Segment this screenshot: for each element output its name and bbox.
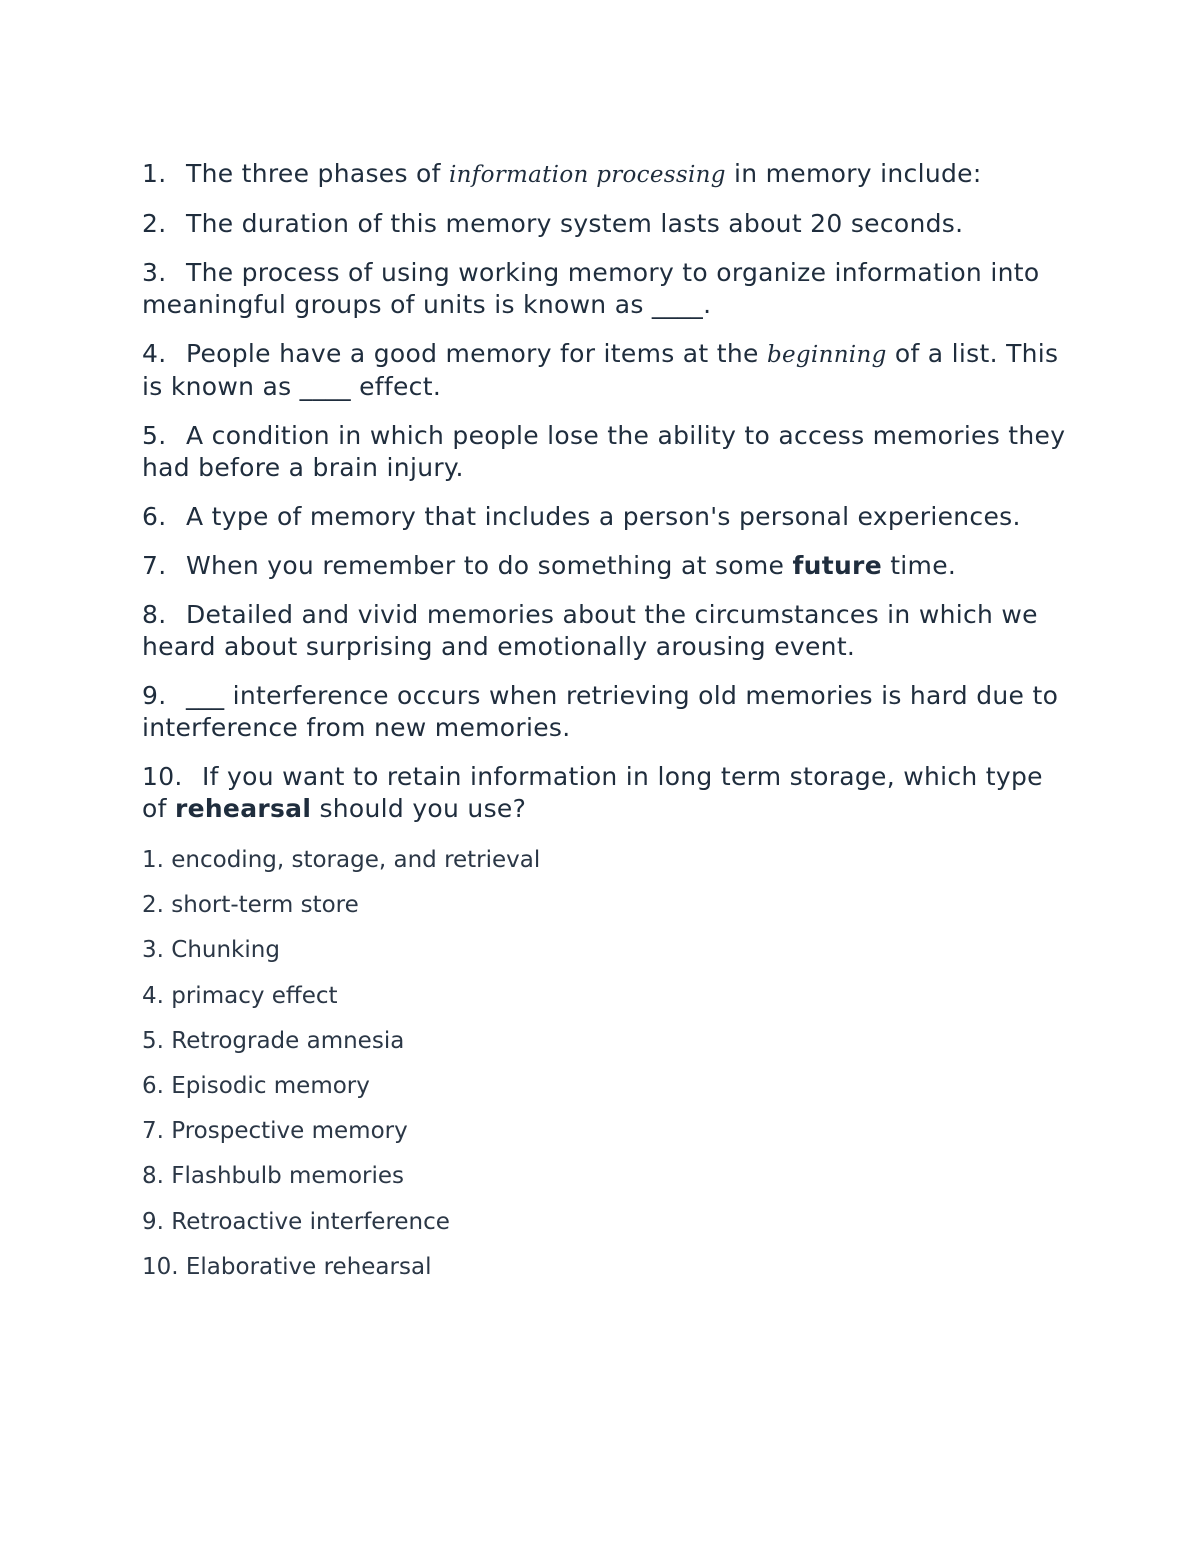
question-text: should you use? (311, 794, 527, 823)
question-text: People have a good memory for items at the (186, 339, 767, 368)
question-text: Detailed and vivid memories about the circumstances in which we heard about surprising and emotionally arousing event. (142, 600, 1038, 661)
answer-3: 3. Chunking (142, 937, 280, 964)
question-number: 8. (142, 600, 167, 629)
question-1 (142, 158, 1072, 191)
question-8 (142, 599, 1072, 663)
question-2 (142, 208, 1072, 240)
question-text: of a list. This is known as ____ effect. (142, 339, 1059, 401)
question-number: 6. (142, 502, 167, 531)
question-9 (142, 680, 1072, 744)
question-7 (142, 550, 1072, 582)
question-number: 7. (142, 551, 167, 580)
question-text: If you want to retain information in long term storage, which type of (142, 762, 1043, 823)
answer-8: 8. Flashbulb memories (142, 1163, 405, 1190)
question-number: 3. (142, 258, 167, 287)
question-number: 1. (142, 159, 167, 188)
question-emphasis: beginning (766, 342, 887, 368)
answer-5: 5. Retrograde amnesia (142, 1027, 405, 1054)
question-number: 4. (142, 339, 167, 368)
question-5 (142, 420, 1072, 484)
answer-9: 9. Retroactive interference (142, 1208, 450, 1235)
question-text: The process of using working memory to organize information into meaningful groups of units is known as ____. (142, 258, 1040, 319)
question-text: The duration of this memory system lasts about 20 seconds. (186, 209, 964, 238)
question-10 (142, 761, 1072, 825)
question-text: When you remember to do something at some (186, 551, 793, 580)
answer-4: 4. primacy effect (142, 982, 338, 1009)
question-6 (142, 501, 1072, 533)
answer-2: 2. short-term store (142, 892, 359, 919)
question-3 (142, 257, 1072, 321)
question-text: A condition in which people lose the ability to access memories they had before a brain injury. (142, 421, 1066, 482)
question-text: A type of memory that includes a person's personal experiences. (186, 502, 1021, 531)
answer-1: 1. encoding, storage, and retrieval (142, 847, 541, 873)
answer-7: 7. Prospective memory (142, 1118, 408, 1145)
answer-list (142, 845, 1072, 1282)
question-bold: future (792, 551, 882, 580)
question-bold: rehearsal (174, 794, 312, 823)
question-text: The three phases of (186, 159, 449, 188)
question-text: in memory include: (725, 159, 982, 188)
answer-10: 10. Elaborative rehearsal (142, 1253, 432, 1280)
question-number: 9. (142, 681, 167, 710)
question-emphasis: information processing (448, 162, 726, 188)
question-text: ___ interference occurs when retrieving old memories is hard due to interference from new memories. (142, 681, 1059, 742)
question-number: 10. (142, 762, 183, 791)
question-text: time. (881, 551, 957, 580)
question-4 (142, 338, 1072, 403)
document-page (142, 158, 1072, 1297)
answer-6: 6. Episodic memory (142, 1072, 370, 1099)
question-number: 2. (142, 209, 167, 238)
question-number: 5. (142, 421, 167, 450)
question-list (142, 158, 1072, 825)
